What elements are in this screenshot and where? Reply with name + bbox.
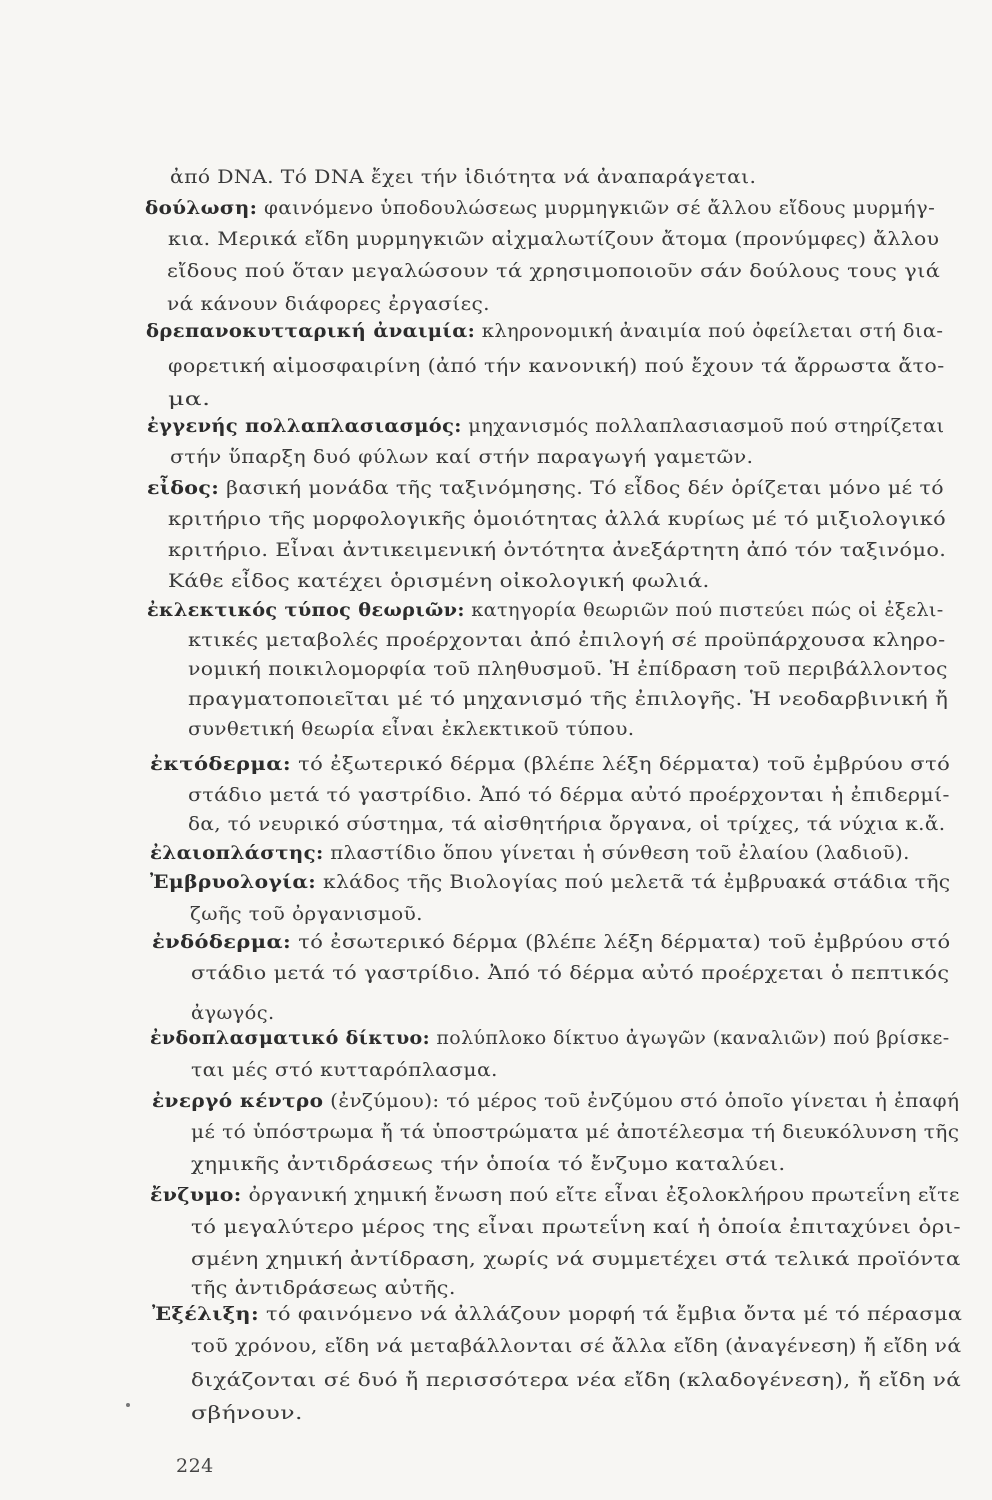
glossary-line: ἐλαιοπλάστης: πλαστίδιο ὅπου γίνεται ἡ σύνθεση τοῦ ἐλαίου (λαδιοῦ).: [150, 843, 910, 864]
glossary-line: στάδιο μετά τό γαστρίδιο. Ἀπό τό δέρμα αὐτό προέρχεται ὁ πεπτικός: [191, 963, 950, 984]
glossary-line: σβήνουν.: [191, 1403, 303, 1424]
glossary-line: νομική ποικιλομορφία τοῦ πληθυσμοῦ. Ἡ ἐπίδραση τοῦ περιβάλλοντος: [188, 659, 948, 680]
glossary-line: τό μεγαλύτερο μέρος της εἶναι πρωτεΐνη καί ἡ ὁποία ἐπιταχύνει ὁρι-: [191, 1217, 961, 1238]
glossary-line: ἐνδόδερμα: τό ἐσωτερικό δέρμα (βλέπε λέξη δέρματα) τοῦ ἐμβρύου στό: [152, 932, 951, 953]
glossary-line: δα, τό νευρικό σύστημα, τά αἰσθητήρια ὄργανα, οἱ τρίχες, τά νύχια κ.ἄ.: [188, 814, 946, 835]
glossary-line: κια. Μερικά εἴδη μυρμηγκιῶν αἰχμαλωτίζουν ἄτομα (προνύμφες) ἄλλου: [168, 229, 940, 250]
glossary-line: ἐκλεκτικός τύπος θεωριῶν: κατηγορία θεωριῶν πού πιστεύει πώς οἱ ἐξελι-: [147, 600, 944, 621]
glossary-line: ἀγωγός.: [191, 1003, 275, 1024]
glossary-line: Ἐξέλιξη: τό φαινόμενο νά ἀλλάζουν μορφή τά ἔμβια ὄντα μέ τό πέρασμα: [152, 1304, 963, 1325]
glossary-line: ἔνζυμο: ὀργανική χημική ἔνωση πού εἴτε εἶναι ἐξολοκλήρου πρωτεΐνη εἴτε: [150, 1185, 960, 1206]
glossary-line: χημικῆς ἀντιδράσεως τήν ὁποία τό ἔνζυμο καταλύει.: [191, 1154, 786, 1175]
glossary-line: Ἐμβρυολογία: κλάδος τῆς Βιολογίας πού μελετᾶ τά ἐμβρυακά στάδια τῆς: [150, 872, 951, 893]
glossary-line: κτικές μεταβολές προέρχονται ἀπό ἐπιλογή σέ προϋπάρχουσα κληρο-: [188, 630, 946, 651]
glossary-line: τῆς ἀντιδράσεως αὐτῆς.: [191, 1278, 456, 1299]
glossary-line: μα.: [168, 389, 211, 410]
glossary-line: μέ τό ὑπόστρωμα ἤ τά ὑποστρώματα μέ ἀποτέλεσμα τή διευκόλυνση τῆς: [191, 1122, 960, 1143]
glossary-line: ἀπό DNA. Τό DNA ἔχει τήν ἰδιότητα νά ἀναπαράγεται.: [170, 167, 757, 188]
glossary-line: ζωῆς τοῦ ὀργανισμοῦ.: [190, 904, 423, 925]
glossary-line: ἐγγενής πολλαπλασιασμός: μηχανισμός πολλαπλασιασμοῦ πού στηρίζεται: [147, 416, 945, 437]
glossary-line: δούλωση: φαινόμενο ὑποδουλώσεως μυρμηγκιῶν σέ ἄλλου εἴδους μυρμήγ-: [145, 198, 936, 219]
glossary-line: πραγματοποιεῖται μέ τό μηχανισμό τῆς ἐπιλογῆς. Ἡ νεοδαρβινική ἤ: [188, 689, 949, 710]
glossary-line: κριτήριο. Εἶναι ἀντικειμενική ὀντότητα ἀνεξάρτητη ἀπό τόν ταξινόμο.: [168, 540, 947, 561]
glossary-line: Κάθε εἶδος κατέχει ὁρισμένη οἰκολογική φωλιά.: [168, 571, 710, 592]
glossary-line: ται μές στό κυτταρόπλασμα.: [191, 1060, 498, 1081]
glossary-line: εἴδους πού ὅταν μεγαλώσουν τά χρησιμοποιοῦν σάν δούλους τους γιά: [167, 261, 941, 282]
glossary-line: ἐκτόδερμα: τό ἐξωτερικό δέρμα (βλέπε λέξη δέρματα) τοῦ ἐμβρύου στό: [150, 754, 951, 775]
ink-speck: [126, 1403, 130, 1407]
glossary-line: κριτήριο τῆς μορφολογικῆς ὁμοιότητας ἀλλά κυρίως μέ τό μιξιολογικό: [168, 509, 947, 530]
page-number: 224: [176, 1455, 214, 1477]
glossary-line: σμένη χημική ἀντίδραση, χωρίς νά συμμετέχει στά τελικά προϊόντα: [191, 1249, 961, 1270]
glossary-line: ἐνδοπλασματικό δίκτυο: πολύπλοκο δίκτυο ἀγωγῶν (καναλιῶν) πού βρίσκε-: [150, 1028, 950, 1049]
glossary-line: τοῦ χρόνου, εἴδη νά μεταβάλλονται σέ ἄλλα εἴδη (ἀναγένεση) ἤ εἴδη νά: [191, 1336, 962, 1357]
glossary-line: ἐνεργό κέντρο (ἐνζύμου): τό μέρος τοῦ ἐνζύμου στό ὁποῖο γίνεται ἡ ἐπαφή: [152, 1091, 960, 1112]
glossary-line: στάδιο μετά τό γαστρίδιο. Ἀπό τό δέρμα αὐτό προέρχονται ἡ ἐπιδερμί-: [188, 785, 950, 806]
glossary-line: στήν ὕπαρξη δυό φύλων καί στήν παραγωγή γαμετῶν.: [170, 447, 754, 468]
glossary-line: εἶδος: βασική μονάδα τῆς ταξινόμησης. Τό εἶδος δέν ὁρίζεται μόνο μέ τό: [147, 478, 944, 499]
glossary-line: συνθετική θεωρία εἶναι ἐκλεκτικοῦ τύπου.: [188, 719, 635, 740]
glossary-line: διχάζονται σέ δυό ἤ περισσότερα νέα εἴδη (κλαδογένεση), ἤ εἴδη νά: [191, 1370, 962, 1391]
glossary-line: φορετική αἱμοσφαιρίνη (ἀπό τήν κανονική) πού ἔχουν τά ἄρρωστα ἄτο-: [168, 356, 945, 377]
glossary-line: νά κάνουν διάφορες ἐργασίες.: [167, 294, 490, 315]
glossary-line: δρεπανοκυτταρική ἀναιμία: κληρονομική ἀναιμία πού ὀφείλεται στή δια-: [146, 321, 944, 342]
